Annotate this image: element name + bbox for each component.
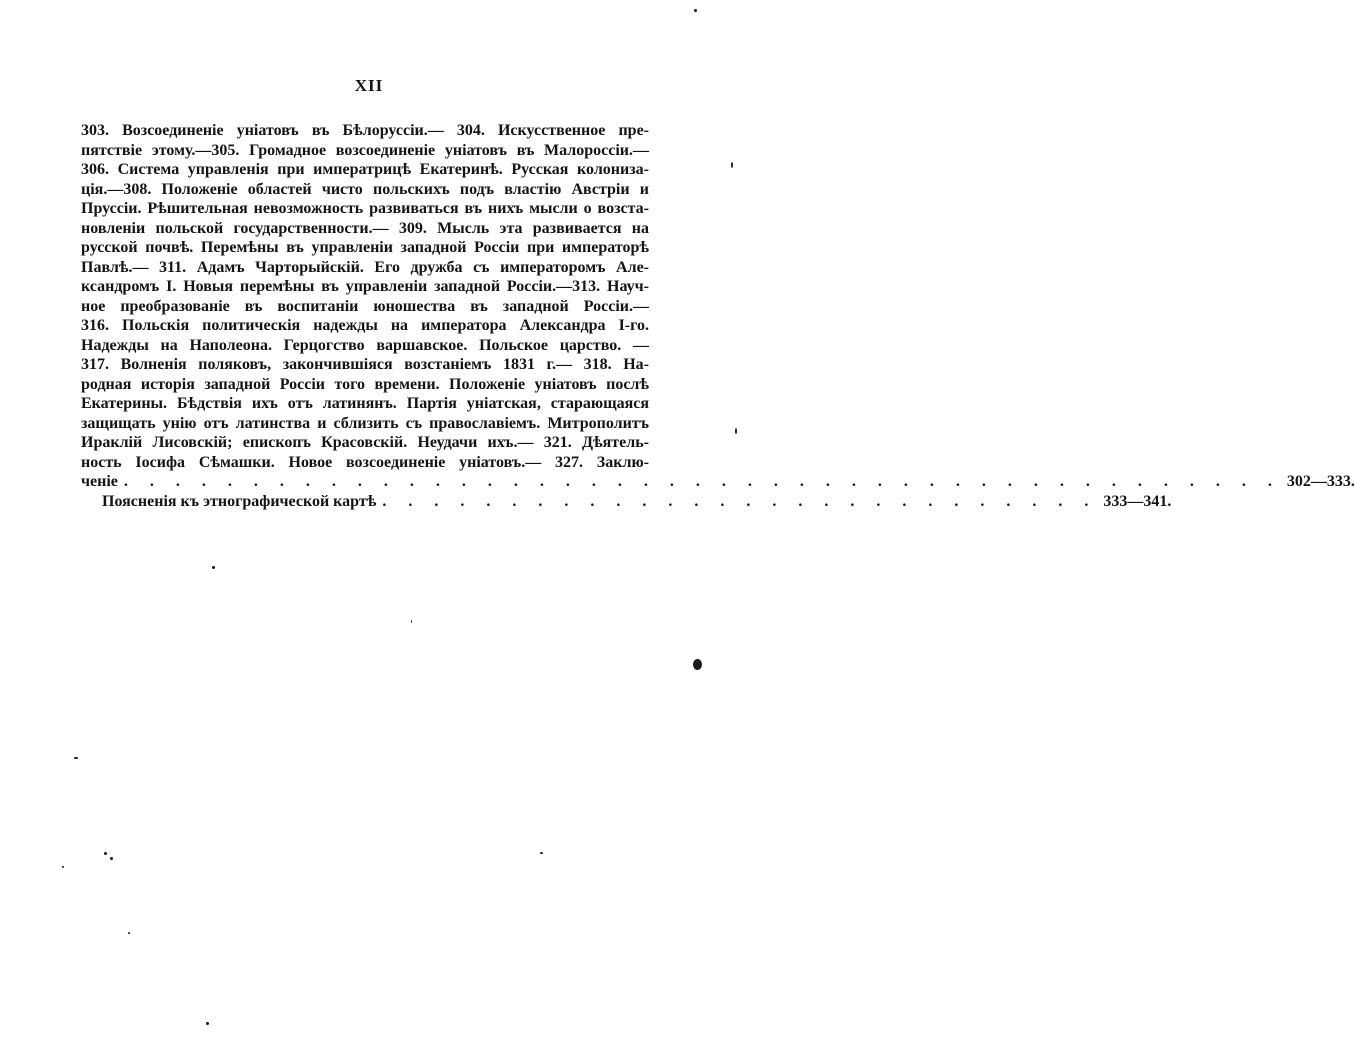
- text-line: Павлѣ.— 311. Адамъ Чарторыйскій. Его дружба съ императоромъ Але-: [81, 258, 649, 276]
- text-line: Ираклій Лисовскій; епископъ Красовскій. Неудачи ихъ.— 321. Дѣятель-: [81, 434, 649, 451]
- text-line: 306. Система управленія при императрицѣ Екатеринѣ. Русская колониза-: [81, 161, 649, 178]
- text-line: 303. Возсоединеніе уніатовъ въ Бѣлоруссіи.— 304. Искусственное пре-: [81, 122, 649, 139]
- scan-speck: [62, 866, 64, 868]
- toc-entry-map-notes[interactable]: [81, 492, 1172, 512]
- scan-speck: [110, 857, 113, 860]
- text-line: 316. Польскія политическія надежды на императора Александра I-го.: [81, 317, 649, 334]
- text-line: Екатерины. Бѣдствія ихъ отъ латинянъ. Партія уніатская, старающаяся: [81, 395, 649, 412]
- scan-speck: [206, 1022, 209, 1025]
- text-line: русской почвѣ. Перемѣны въ управленіи западной Россіи при императорѣ: [81, 239, 649, 256]
- scan-speck: [212, 566, 215, 569]
- contents-text-block: [81, 121, 1355, 511]
- text-line: Надежды на Наполеона. Герцогство варшавское. Польское царство. —: [81, 336, 649, 354]
- text-line: ксандромъ I. Новыя перемѣны въ управленіи западной Россіи.—313. Науч-: [81, 278, 649, 295]
- text-line: Пруссіи. Рѣшительная невозможность развиваться въ нихъ мысли о возста-: [81, 200, 649, 217]
- scan-speck: [74, 757, 78, 759]
- scan-speck: [128, 932, 130, 934]
- text-line: защищать унію отъ латинства и сблизить съ православіемъ. Митрополитъ: [81, 414, 649, 432]
- scan-speck: [104, 852, 107, 855]
- text-line: ція.—308. Положеніе областей чисто польскихъ подъ властію Австріи и: [81, 180, 649, 198]
- toc-entry-conclusion[interactable]: [81, 472, 1355, 492]
- scan-speck: [693, 659, 702, 670]
- text-line: ность Іосифа Сѣмашки. Новое возсоединеніе уніатовъ.— 327. Заклю-: [81, 453, 649, 471]
- text-line: 317. Волненія поляковъ, закончившіяся возстаніемъ 1831 г.— 318. На-: [81, 356, 649, 373]
- toc-leader-dots: . . . . . . . . . . . . . . . . . . . . . . . . . . . .: [382, 492, 1098, 510]
- toc-entry-label: Поясненія къ этнографической картѣ: [102, 492, 377, 510]
- scan-speck: [735, 428, 737, 434]
- text-line: новленіи польской государственности.— 309. Мысль эта развивается на: [81, 219, 649, 237]
- toc-page-range: 302—333.: [1286, 473, 1355, 490]
- text-line: пятствіе этому.—305. Громадное возсоединеніе уніатовъ въ Малороссіи.—: [81, 141, 649, 159]
- scan-speck: [731, 162, 733, 168]
- scan-speck: [540, 852, 543, 854]
- toc-page-range: 333—341.: [1103, 492, 1172, 510]
- page-number: XII: [354, 76, 384, 95]
- toc-entry-label: ченіе: [81, 473, 118, 490]
- text-line: родная исторія западной Россіи того времени. Положеніе уніатовъ послѣ: [81, 375, 649, 393]
- text-line: ное преобразованіе въ воспитаніи юношества въ западной Россіи.—: [81, 297, 649, 315]
- toc-leader-dots: . . . . . . . . . . . . . . . . . . . . . . . . . . . . . . . . . . . . . . . . . . . . .: [123, 473, 1281, 490]
- scan-speck: [411, 620, 412, 623]
- scan-speck: [694, 9, 697, 12]
